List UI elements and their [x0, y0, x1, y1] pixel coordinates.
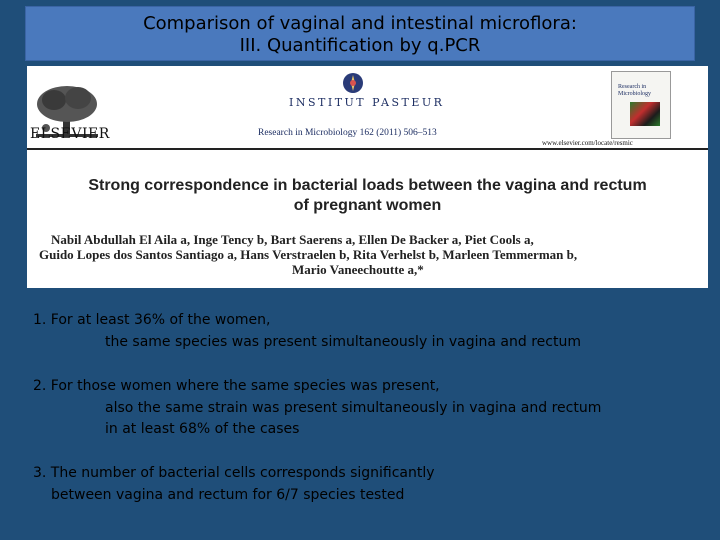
journal-citation: Research in Microbiology 162 (2011) 506–513: [258, 128, 437, 138]
authors-line3: Mario Vaneechoutte a,*: [292, 262, 424, 277]
institut-pasteur-logo-icon: [341, 72, 365, 94]
header-rule: [27, 148, 708, 150]
cover-title-line1: Research in: [618, 84, 647, 90]
finding-3-line2: between vagina and rectum for 6/7 species tested: [51, 487, 405, 503]
cover-image: [630, 102, 660, 126]
finding-2-line3: in at least 68% of the cases: [105, 421, 300, 437]
slide-title-line2: III. Quantification by q.PCR: [239, 35, 481, 56]
journal-cover-thumbnail: [611, 71, 671, 139]
finding-1-line2: the same species was present simultaneously in vagina and rectum: [105, 334, 581, 350]
paper-title-line2: of pregnant women: [293, 197, 442, 214]
slide-title-line1: Comparison of vaginal and intestinal microflora:: [143, 13, 577, 34]
finding-2-line1: 2. For those women where the same species was present,: [33, 378, 440, 394]
paper-title: [27, 176, 708, 216]
finding-1-line1: 1. For at least 36% of the women,: [33, 312, 271, 328]
finding-2-line2: also the same strain was present simultaneously in vagina and rectum: [105, 400, 602, 416]
authors-line1: Nabil Abdullah El Aila a, Inge Tency b, Bart Saerens a, Ellen De Backer a, Piet Cools a,: [51, 232, 534, 247]
publisher-name: ELSEVIER: [30, 126, 110, 142]
cover-title-line2: Microbiology: [618, 91, 651, 97]
paper-title-line1: Strong correspondence in bacterial loads between the vagina and rectum: [88, 177, 647, 194]
slide-title: [25, 6, 695, 61]
institute-name: INSTITUT PASTEUR: [289, 96, 445, 109]
journal-url: www.elsevier.com/locate/resmic: [542, 139, 633, 147]
paper-header-image: [27, 66, 708, 288]
author-list: [39, 232, 699, 277]
finding-3-line1: 3. The number of bacterial cells corresponds significantly: [33, 465, 435, 481]
authors-line2: Guido Lopes dos Santos Santiago a, Hans Verstraelen b, Rita Verhelst b, Marleen Temmerman b,: [39, 247, 578, 262]
